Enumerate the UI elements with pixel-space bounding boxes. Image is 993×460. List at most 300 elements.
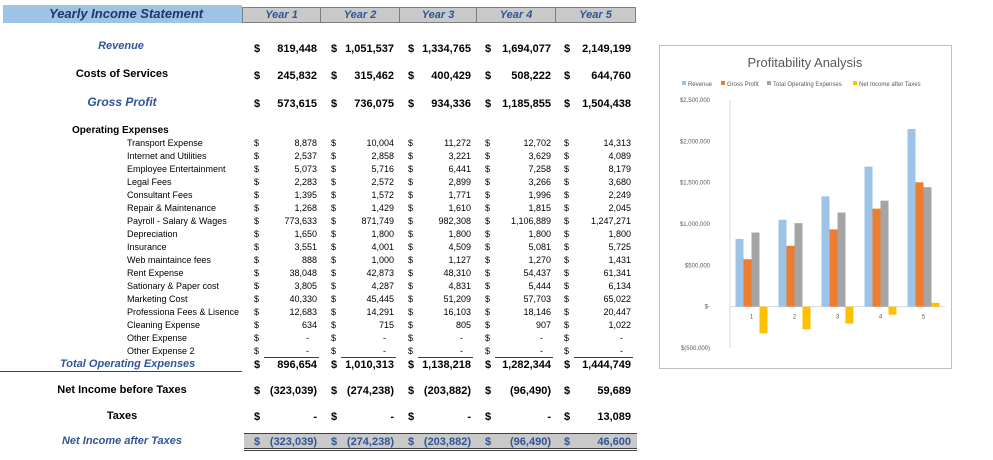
expense-value: 16,103 bbox=[443, 307, 471, 317]
expense-value: 48,310 bbox=[443, 268, 471, 278]
total-operating-expenses-currency-4: $ bbox=[485, 359, 492, 371]
net-income-after-taxes-value-1: (323,039) bbox=[269, 436, 317, 448]
operating-expenses-label: Operating Expenses bbox=[72, 125, 169, 136]
expense-value: 2,045 bbox=[608, 203, 631, 213]
statement-title: Yearly Income Statement bbox=[3, 5, 242, 23]
expense-label: Transport Expense bbox=[127, 138, 203, 148]
expense-label: Depreciation bbox=[127, 229, 178, 239]
expense-value: - bbox=[383, 346, 386, 356]
taxes-value-3: - bbox=[467, 411, 471, 423]
expense-currency: $ bbox=[254, 229, 260, 239]
revenue-currency-3: $ bbox=[408, 43, 415, 55]
gross-profit-currency-3: $ bbox=[408, 98, 415, 110]
expense-currency: $ bbox=[331, 229, 337, 239]
expense-value: 4,831 bbox=[448, 281, 471, 291]
expense-value: 57,703 bbox=[523, 294, 551, 304]
expense-value: 805 bbox=[455, 320, 471, 330]
expense-currency: $ bbox=[254, 216, 260, 226]
x-tick-label: 5 bbox=[921, 314, 926, 321]
taxes-currency-2: $ bbox=[331, 411, 338, 423]
y-tick-label: $- bbox=[704, 304, 710, 311]
expense-currency: $ bbox=[564, 242, 570, 252]
expense-row bbox=[0, 333, 640, 346]
expense-row bbox=[0, 216, 640, 229]
expense-currency: $ bbox=[254, 320, 260, 330]
expense-value: - bbox=[306, 346, 309, 356]
gross-profit-label: Gross Profit bbox=[87, 95, 157, 109]
expense-value: 5,725 bbox=[608, 242, 631, 252]
expense-currency: $ bbox=[485, 177, 491, 187]
costs-of-services-row bbox=[0, 68, 640, 84]
net-income-after-taxes-row bbox=[0, 435, 640, 449]
net-income-after-taxes-value-2: (274,238) bbox=[346, 436, 394, 448]
expense-value: 3,266 bbox=[528, 177, 551, 187]
expense-currency: $ bbox=[408, 216, 414, 226]
net-income-before-taxes-value-5: 59,689 bbox=[597, 385, 631, 397]
expense-currency: $ bbox=[331, 138, 337, 148]
gross-profit-currency-1: $ bbox=[254, 98, 261, 110]
revenue-value-4: 1,694,077 bbox=[502, 43, 551, 55]
expense-row bbox=[0, 138, 640, 151]
expense-value: 3,551 bbox=[294, 242, 317, 252]
expense-currency: $ bbox=[254, 190, 260, 200]
expense-value: 14,313 bbox=[603, 138, 631, 148]
expense-currency: $ bbox=[485, 151, 491, 161]
expense-currency: $ bbox=[485, 307, 491, 317]
taxes-currency-5: $ bbox=[564, 411, 571, 423]
expense-value: 4,509 bbox=[448, 242, 471, 252]
total-opex-underline bbox=[0, 371, 242, 372]
net-income-after-taxes-currency-2: $ bbox=[331, 436, 338, 448]
legend-label: Gross Profit bbox=[727, 82, 759, 88]
expense-label: Internet and Utilities bbox=[127, 151, 207, 161]
expense-currency: $ bbox=[254, 164, 260, 174]
expense-currency: $ bbox=[485, 216, 491, 226]
expense-currency: $ bbox=[254, 177, 260, 187]
expense-value: 2,249 bbox=[608, 190, 631, 200]
bar-revenue bbox=[822, 196, 830, 306]
taxes-value-1: - bbox=[313, 411, 317, 423]
expense-currency: $ bbox=[485, 281, 491, 291]
costs-of-services-currency-3: $ bbox=[408, 70, 415, 82]
expense-label: Consultant Fees bbox=[127, 190, 193, 200]
expense-value: 634 bbox=[301, 320, 317, 330]
bar-revenue bbox=[865, 167, 873, 307]
expense-value: 8,878 bbox=[294, 138, 317, 148]
year-header-2: Year 2 bbox=[320, 7, 400, 23]
costs-of-services-value-2: 315,462 bbox=[354, 70, 394, 82]
expense-value: 1,572 bbox=[371, 190, 394, 200]
expense-value: 2,572 bbox=[371, 177, 394, 187]
bar-gross-profit bbox=[744, 259, 752, 306]
expense-value: 3,221 bbox=[448, 151, 471, 161]
expense-value: 6,441 bbox=[448, 164, 471, 174]
expense-currency: $ bbox=[485, 268, 491, 278]
costs-of-services-value-1: 245,832 bbox=[277, 70, 317, 82]
expense-value: 65,022 bbox=[603, 294, 631, 304]
expense-currency: $ bbox=[331, 346, 337, 356]
costs-of-services-currency-1: $ bbox=[254, 70, 261, 82]
revenue-value-2: 1,051,537 bbox=[345, 43, 394, 55]
y-tick-label: $(500,000) bbox=[680, 346, 710, 352]
expense-label: Sationary & Paper cost bbox=[127, 281, 220, 291]
expense-currency: $ bbox=[408, 164, 414, 174]
expense-currency: $ bbox=[331, 216, 337, 226]
expense-currency: $ bbox=[564, 281, 570, 291]
expense-currency: $ bbox=[564, 307, 570, 317]
expense-currency: $ bbox=[485, 333, 491, 343]
expense-currency: $ bbox=[331, 333, 337, 343]
expense-currency: $ bbox=[485, 229, 491, 239]
expense-row bbox=[0, 242, 640, 255]
expense-value: 871,749 bbox=[361, 216, 394, 226]
expense-value: 5,081 bbox=[528, 242, 551, 252]
expense-value: 1,610 bbox=[448, 203, 471, 213]
expense-currency: $ bbox=[408, 346, 414, 356]
expense-value: 10,004 bbox=[366, 138, 394, 148]
net-income-before-taxes-currency-4: $ bbox=[485, 385, 492, 397]
net-income-before-taxes-currency-5: $ bbox=[564, 385, 571, 397]
expense-currency: $ bbox=[408, 177, 414, 187]
expense-currency: $ bbox=[254, 281, 260, 291]
expense-value: 1,996 bbox=[528, 190, 551, 200]
expense-value: 888 bbox=[301, 255, 317, 265]
expense-value: - bbox=[540, 346, 543, 356]
expense-row bbox=[0, 151, 640, 164]
legend-label: Total Operating Expenses bbox=[773, 82, 842, 88]
expense-currency: $ bbox=[254, 307, 260, 317]
bar-gross-profit bbox=[916, 182, 924, 306]
expense-currency: $ bbox=[254, 242, 260, 252]
chart-title: Profitability Analysis bbox=[747, 55, 863, 70]
expense-currency: $ bbox=[331, 203, 337, 213]
expense-value: 1,000 bbox=[371, 255, 394, 265]
expense-value: 5,073 bbox=[294, 164, 317, 174]
expense-currency: $ bbox=[331, 281, 337, 291]
expense-value: 1,270 bbox=[528, 255, 551, 265]
net-income-after-taxes-top-rule bbox=[244, 433, 637, 434]
expense-value: 40,330 bbox=[289, 294, 317, 304]
expense-currency: $ bbox=[485, 320, 491, 330]
net-income-before-taxes-label: Net Income before Taxes bbox=[57, 384, 187, 396]
expense-currency: $ bbox=[254, 138, 260, 148]
costs-of-services-value-3: 400,429 bbox=[431, 70, 471, 82]
net-income-after-taxes-currency-5: $ bbox=[564, 436, 571, 448]
expense-value: 11,272 bbox=[444, 138, 471, 148]
taxes-row bbox=[0, 410, 640, 426]
bar-net-income-after-taxes bbox=[889, 307, 897, 315]
expense-value: - bbox=[540, 333, 543, 343]
expense-currency: $ bbox=[254, 294, 260, 304]
total-operating-expenses-value-5: 1,444,749 bbox=[582, 359, 631, 371]
bar-revenue bbox=[736, 239, 744, 307]
revenue-currency-4: $ bbox=[485, 43, 492, 55]
net-income-before-taxes-value-2: (274,238) bbox=[346, 385, 394, 397]
expense-currency: $ bbox=[485, 138, 491, 148]
costs-of-services-value-5: 644,760 bbox=[591, 70, 631, 82]
expense-value: 1,268 bbox=[294, 203, 317, 213]
bar-revenue bbox=[908, 129, 916, 307]
revenue-currency-1: $ bbox=[254, 43, 261, 55]
gross-profit-value-3: 934,336 bbox=[431, 98, 471, 110]
net-income-after-taxes-currency-3: $ bbox=[408, 436, 415, 448]
revenue-currency-5: $ bbox=[564, 43, 571, 55]
expense-currency: $ bbox=[485, 164, 491, 174]
expense-value: 1,650 bbox=[294, 229, 317, 239]
bar-gross-profit bbox=[873, 209, 881, 307]
expense-label: Other Expense bbox=[127, 333, 188, 343]
expense-value: 45,445 bbox=[366, 294, 394, 304]
expense-value: 2,283 bbox=[294, 177, 317, 187]
costs-of-services-currency-2: $ bbox=[331, 70, 338, 82]
taxes-value-4: - bbox=[547, 411, 551, 423]
total-operating-expenses-currency-1: $ bbox=[254, 359, 261, 371]
bar-total-operating-expenses bbox=[752, 233, 760, 307]
y-tick-label: $500,000 bbox=[684, 263, 710, 270]
expense-currency: $ bbox=[254, 255, 260, 265]
expense-value: - bbox=[620, 333, 623, 343]
expense-value: 1,800 bbox=[448, 229, 471, 239]
expense-label: Repair & Maintenance bbox=[127, 203, 217, 213]
expense-value: 1,127 bbox=[448, 255, 471, 265]
net-income-after-taxes-value-5: 46,600 bbox=[597, 436, 631, 448]
expense-currency: $ bbox=[408, 307, 414, 317]
expense-currency: $ bbox=[331, 151, 337, 161]
revenue-label: Revenue bbox=[98, 40, 144, 52]
expense-value: 8,179 bbox=[608, 164, 631, 174]
expense-value: 38,048 bbox=[289, 268, 317, 278]
costs-of-services-currency-5: $ bbox=[564, 70, 571, 82]
bar-gross-profit bbox=[830, 229, 838, 306]
expense-row bbox=[0, 307, 640, 320]
net-income-after-taxes-double-rule-2 bbox=[244, 450, 637, 451]
expense-currency: $ bbox=[564, 333, 570, 343]
expense-currency: $ bbox=[564, 294, 570, 304]
expense-currency: $ bbox=[331, 242, 337, 252]
expense-value: 1,800 bbox=[528, 229, 551, 239]
expense-currency: $ bbox=[564, 229, 570, 239]
expense-value: 4,287 bbox=[371, 281, 394, 291]
expense-value: 6,134 bbox=[608, 281, 631, 291]
y-tick-label: $2,500,000 bbox=[679, 98, 710, 104]
bar-revenue bbox=[779, 220, 787, 307]
expense-label: Employee Entertainment bbox=[127, 164, 226, 174]
expense-currency: $ bbox=[564, 177, 570, 187]
expense-value: 1,247,271 bbox=[590, 216, 631, 226]
y-tick-label: $1,000,000 bbox=[679, 222, 710, 228]
gross-profit-value-2: 736,075 bbox=[354, 98, 394, 110]
expense-value: 14,291 bbox=[366, 307, 394, 317]
profitability-chart[interactable] bbox=[659, 45, 952, 369]
costs-of-services-label: Costs of Services bbox=[75, 68, 169, 80]
expense-label: Insurance bbox=[127, 242, 167, 252]
expense-value: 1,771 bbox=[448, 190, 471, 200]
expense-label: Cleaning Expense bbox=[127, 320, 201, 330]
gross-profit-currency-4: $ bbox=[485, 98, 492, 110]
year-header-1: Year 1 bbox=[242, 7, 321, 23]
gross-profit-value-5: 1,504,438 bbox=[582, 98, 631, 110]
expense-currency: $ bbox=[564, 320, 570, 330]
legend-label: Revenue bbox=[688, 82, 713, 88]
expense-label: Rent Expense bbox=[127, 268, 184, 278]
expense-currency: $ bbox=[408, 190, 414, 200]
total-operating-expenses-value-2: 1,010,313 bbox=[345, 359, 394, 371]
net-income-before-taxes-value-4: (96,490) bbox=[510, 385, 551, 397]
expense-row bbox=[0, 229, 640, 242]
y-tick-label: $2,000,000 bbox=[679, 139, 710, 146]
expense-value: 4,089 bbox=[608, 151, 631, 161]
expense-value: 7,258 bbox=[528, 164, 551, 174]
net-income-before-taxes-currency-2: $ bbox=[331, 385, 338, 397]
expense-value: - bbox=[306, 333, 309, 343]
expense-currency: $ bbox=[564, 216, 570, 226]
expense-value: 3,629 bbox=[528, 151, 551, 161]
total-operating-expenses-value-4: 1,282,344 bbox=[502, 359, 551, 371]
legend-swatch bbox=[682, 81, 686, 85]
expense-currency: $ bbox=[485, 294, 491, 304]
expense-value: 1,431 bbox=[608, 255, 631, 265]
expense-currency: $ bbox=[564, 138, 570, 148]
expense-currency: $ bbox=[254, 203, 260, 213]
expense-value: 54,437 bbox=[523, 268, 551, 278]
total-operating-expenses-row bbox=[0, 358, 640, 372]
expense-currency: $ bbox=[408, 151, 414, 161]
bar-net-income-after-taxes bbox=[932, 303, 940, 307]
bar-total-operating-expenses bbox=[924, 187, 932, 306]
expense-currency: $ bbox=[331, 268, 337, 278]
header-rule bbox=[242, 22, 636, 23]
expense-value: 3,680 bbox=[608, 177, 631, 187]
net-income-before-taxes-value-1: (323,039) bbox=[269, 385, 317, 397]
expense-value: 1,022 bbox=[608, 320, 631, 330]
expense-label: Professiona Fees & Lisence bbox=[127, 307, 240, 317]
expense-currency: $ bbox=[564, 346, 570, 356]
expense-value: 20,447 bbox=[603, 307, 631, 317]
expense-row bbox=[0, 177, 640, 190]
expense-value: 1,815 bbox=[528, 203, 551, 213]
revenue-value-3: 1,334,765 bbox=[422, 43, 471, 55]
bar-gross-profit bbox=[787, 246, 795, 307]
expense-value: 2,858 bbox=[371, 151, 394, 161]
bar-net-income-after-taxes bbox=[803, 307, 811, 330]
expense-value: - bbox=[383, 333, 386, 343]
legend-swatch bbox=[853, 81, 857, 85]
x-tick-label: 1 bbox=[749, 314, 754, 321]
expense-currency: $ bbox=[564, 164, 570, 174]
expense-currency: $ bbox=[331, 164, 337, 174]
expense-row bbox=[0, 190, 640, 203]
revenue-row bbox=[0, 40, 640, 56]
net-income-after-taxes-currency-4: $ bbox=[485, 436, 492, 448]
expense-value: 907 bbox=[535, 320, 551, 330]
expense-currency: $ bbox=[408, 294, 414, 304]
expense-value: 1,395 bbox=[294, 190, 317, 200]
expense-currency: $ bbox=[331, 294, 337, 304]
total-operating-expenses-currency-5: $ bbox=[564, 359, 571, 371]
expense-value: 1,800 bbox=[608, 229, 631, 239]
expense-row bbox=[0, 320, 640, 333]
y-tick-label: $1,500,000 bbox=[679, 180, 710, 187]
expense-value: 5,716 bbox=[371, 164, 394, 174]
gross-profit-value-1: 573,615 bbox=[277, 98, 317, 110]
year-header-4: Year 4 bbox=[476, 7, 556, 23]
expense-value: 18,146 bbox=[523, 307, 551, 317]
expense-currency: $ bbox=[408, 242, 414, 252]
net-income-before-taxes-currency-1: $ bbox=[254, 385, 261, 397]
expense-label: Marketing Cost bbox=[127, 294, 188, 304]
taxes-currency-4: $ bbox=[485, 411, 492, 423]
expense-row bbox=[0, 268, 640, 281]
expense-currency: $ bbox=[485, 255, 491, 265]
expense-row bbox=[0, 203, 640, 216]
expense-value: 2,899 bbox=[448, 177, 471, 187]
expense-currency: $ bbox=[485, 242, 491, 252]
costs-of-services-value-4: 508,222 bbox=[511, 70, 551, 82]
expense-currency: $ bbox=[331, 255, 337, 265]
net-income-after-taxes-currency-1: $ bbox=[254, 436, 261, 448]
x-tick-label: 3 bbox=[835, 314, 840, 321]
costs-of-services-currency-4: $ bbox=[485, 70, 492, 82]
gross-profit-row bbox=[0, 95, 640, 111]
expense-currency: $ bbox=[408, 333, 414, 343]
expense-value: 5,444 bbox=[528, 281, 551, 291]
expense-value: - bbox=[620, 346, 623, 356]
expense-currency: $ bbox=[408, 138, 414, 148]
year-header-3: Year 3 bbox=[399, 7, 477, 23]
expense-row bbox=[0, 255, 640, 268]
net-income-before-taxes-row bbox=[0, 384, 640, 400]
expense-currency: $ bbox=[564, 255, 570, 265]
net-income-after-taxes-label: Net Income after Taxes bbox=[61, 435, 183, 447]
expense-value: 42,873 bbox=[366, 268, 394, 278]
taxes-currency-3: $ bbox=[408, 411, 415, 423]
expense-value: - bbox=[460, 346, 463, 356]
bar-total-operating-expenses bbox=[881, 201, 889, 307]
expense-currency: $ bbox=[485, 190, 491, 200]
gross-profit-currency-2: $ bbox=[331, 98, 338, 110]
revenue-value-1: 819,448 bbox=[277, 43, 317, 55]
bar-net-income-after-taxes bbox=[760, 307, 768, 334]
expense-value: 773,633 bbox=[284, 216, 317, 226]
expense-value: - bbox=[460, 333, 463, 343]
taxes-value-2: - bbox=[390, 411, 394, 423]
total-operating-expenses-label: Total Operating Expenses bbox=[60, 358, 196, 370]
x-tick-label: 2 bbox=[792, 314, 797, 321]
total-operating-expenses-value-3: 1,138,218 bbox=[422, 359, 471, 371]
net-income-after-taxes-value-3: (203,882) bbox=[423, 436, 471, 448]
expense-value: 982,308 bbox=[438, 216, 471, 226]
legend-swatch bbox=[721, 81, 725, 85]
expense-value: 51,209 bbox=[443, 294, 471, 304]
expense-currency: $ bbox=[564, 151, 570, 161]
expense-currency: $ bbox=[564, 190, 570, 200]
expense-currency: $ bbox=[254, 333, 260, 343]
expense-currency: $ bbox=[408, 203, 414, 213]
total-operating-expenses-value-1: 896,654 bbox=[277, 359, 317, 371]
expense-value: 12,702 bbox=[523, 138, 551, 148]
expense-value: 4,001 bbox=[371, 242, 394, 252]
profitability-chart-svg bbox=[660, 46, 951, 368]
net-income-after-taxes-value-4: (96,490) bbox=[510, 436, 551, 448]
expense-currency: $ bbox=[254, 346, 260, 356]
expense-row bbox=[0, 164, 640, 177]
taxes-currency-1: $ bbox=[254, 411, 261, 423]
expense-label: Other Expense 2 bbox=[127, 346, 195, 356]
total-operating-expenses-currency-2: $ bbox=[331, 359, 338, 371]
expense-value: 1,429 bbox=[371, 203, 394, 213]
bar-total-operating-expenses bbox=[795, 223, 803, 307]
expense-currency: $ bbox=[331, 307, 337, 317]
